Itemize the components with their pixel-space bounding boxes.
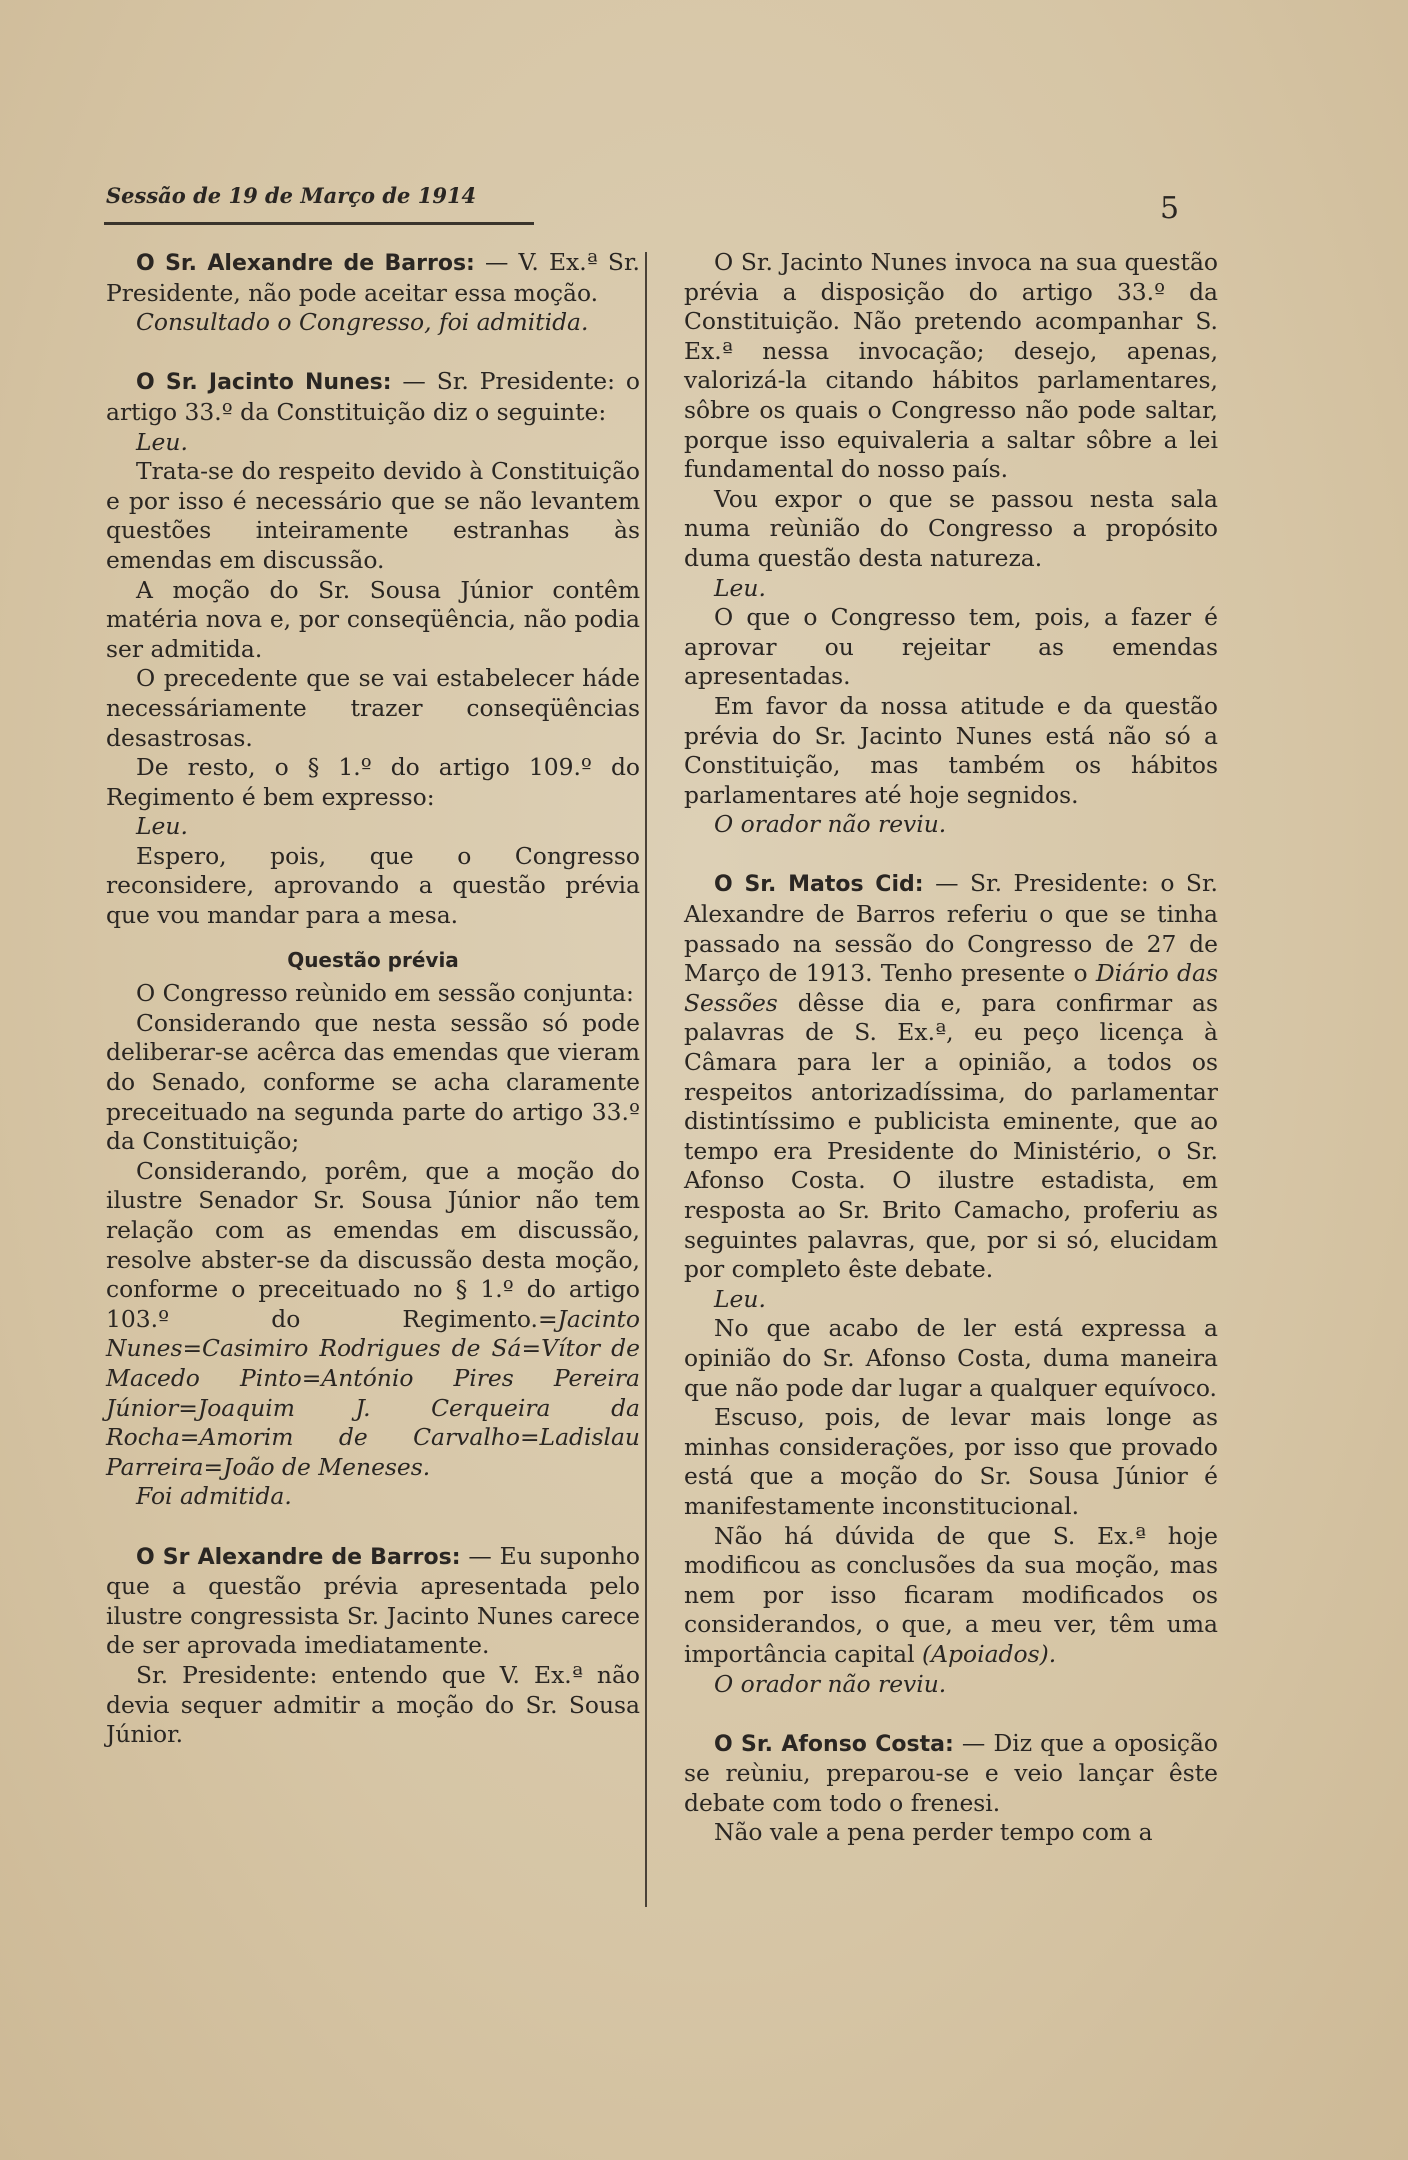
paragraph: Consultado o Congresso, foi admitida. — [136, 308, 589, 337]
paragraph: O Congresso reùnido em sessão conjunta: — [136, 979, 634, 1008]
paragraph: O que o Congresso tem, pois, a fazer é aprovar ou rejeitar as emendas apresentadas. — [684, 603, 1218, 691]
paragraph: Não há dúvida de que S. Ex.ª hoje modificou as conclusões da sua moção, mas nem por isso ficaram modificados os considerandos, o que, a meu ver, têm uma importância capital (Apoiados). — [684, 1521, 1218, 1668]
speaker-name: O Sr. Jacinto Nunes: — [136, 370, 392, 396]
header-rule — [104, 222, 534, 225]
speaker-name: O Sr Alexandre de Barros: — [136, 1544, 461, 1570]
paragraph: O Sr. Jacinto Nunes invoca na sua questão prévia a disposição do artigo 33.º da Constituição. Não pretendo acompanhar S. Ex.ª nessa invocação; desejo, apenas, valorizá-la citando hábitos parlamentares, sôbre os quais o Congresso não pode saltar, porque isso equivaleria a saltar sôbre a lei fundamental do nosso país. — [684, 248, 1218, 484]
paragraph: Não vale a pena perder tempo com a — [714, 1818, 1153, 1847]
running-header: Sessão de 19 de Março de 1914 — [106, 183, 477, 208]
paragraph: No que acabo de ler está expressa a opinião do Sr. Afonso Costa, duma maneira que não pode dar lugar a qualquer equívoco. — [684, 1314, 1218, 1402]
paragraph: Escuso, pois, de levar mais longe as minhas considerações, por isso que provado está que a moção do Sr. Sousa Júnior é manifestamente inconstitucional. — [684, 1403, 1218, 1520]
paragraph: Foi admitida. — [136, 1482, 292, 1511]
page-number: 5 — [1160, 191, 1180, 226]
paragraph: O orador não reviu. — [714, 810, 947, 839]
column-divider — [645, 252, 647, 1907]
signatories: =Jacinto Nunes=Casimiro Rodrigues de Sá=Vítor de Macedo Pinto=António Pires Pereira Júnior=Joaquim J. Cerqueira da Rocha=Amorim de Carvalho=Ladislau Parreira=João de Meneses. — [106, 1304, 640, 1481]
speaker-name: O Sr. Afonso Costa: — [714, 1731, 954, 1757]
paragraph: O orador não reviu. — [714, 1669, 947, 1698]
paragraph: O Sr. Alexandre de Barros: — V. Ex.ª Sr. Presidente, não pode aceitar essa moção. — [106, 248, 640, 307]
paragraph: Trata-se do respeito devido à Constituição e por isso é necessário que se não levantem questões inteiramente estranhas às emendas em discussão. — [106, 457, 640, 574]
paragraph: Considerando que nesta sessão só pode deliberar-se acêrca das emendas que vieram do Senado, conforme se acha claramente preceituado na segunda parte do artigo 33.º da Constituição; — [106, 1008, 640, 1156]
right-column — [684, 248, 1218, 1848]
speaker-name: O Sr. Matos Cid: — [714, 872, 924, 898]
paragraph: Leu. — [136, 812, 188, 841]
paragraph: O Sr. Jacinto Nunes: — Sr. Presidente: o artigo 33.º da Constituição diz o seguinte: — [106, 367, 640, 426]
paragraph: A moção do Sr. Sousa Júnior contêm matéria nova e, por conseqüência, não podia ser admitida. — [106, 575, 640, 663]
paragraph: Considerando, porêm, que a moção do ilustre Senador Sr. Sousa Júnior não tem relação com as emendas em discussão, resolve abster-se da discussão desta moção, conforme o preceituado no § 1.º do artigo 103.º do Regimento.=Jacinto Nunes=Casimiro Rodrigues de Sá=Vítor de Macedo Pinto=António Pires Pereira Júnior=Joaquim J. Cerqueira da Rocha=Amorim de Carvalho=Ladislau Parreira=João de Meneses. — [106, 1156, 640, 1481]
paragraph: O Sr Alexandre de Barros: — Eu suponho que a questão prévia apresentada pelo ilustre congressista Sr. Jacinto Nunes carece de ser aprovada imediatamente. — [106, 1541, 640, 1660]
left-column — [106, 248, 640, 1750]
paragraph: Leu. — [714, 1284, 766, 1313]
section-heading: Questão prévia — [287, 947, 459, 972]
paragraph: De resto, o § 1.º do artigo 109.º do Regimento é bem expresso: — [106, 753, 640, 811]
paragraph: Em favor da nossa atitude e da questão prévia do Sr. Jacinto Nunes está não só a Constituição, mas também os hábitos parlamentares até hoje segnidos. — [684, 691, 1218, 809]
speaker-name: O Sr. Alexandre de Barros: — [136, 251, 475, 276]
paragraph: Vou expor o que se passou nesta sala numa reùnião do Congresso a propósito duma questão desta natureza. — [684, 484, 1218, 572]
paragraph: O precedente que se vai estabelecer háde necessáriamente trazer conseqüências desastrosas. — [106, 664, 640, 752]
paragraph: Sr. Presidente: entendo que V. Ex.ª não devia sequer admitir a moção do Sr. Sousa Júnior. — [106, 1660, 640, 1749]
paragraph: Espero, pois, que o Congresso reconsidere, aprovando a questão prévia que vou mandar para a mesa. — [106, 841, 640, 930]
paragraph: O Sr. Afonso Costa: — Diz que a oposição se reùniu, preparou-se e veio lançar êste debate com todo o frenesi. — [684, 1728, 1218, 1817]
paragraph: O Sr. Matos Cid: — Sr. Presidente: o Sr. Alexandre de Barros referiu o que se tinha passado na sessão do Congresso de 27 de Março de 1913. Tenho presente o Diário das Sessões dêsse dia e, para confirmar as palavras de S. Ex.ª, eu peço licença à Câmara para ler a opinião, a todos os respeitos antorizadíssima, do parlamentar distintíssimo e publicista eminente, que ao tempo era Presidente do Ministério, o Sr. Afonso Costa. O ilustre estadista, em resposta ao Sr. Brito Camacho, proferiu as seguintes palavras, que, por si só, elucidam por completo êste debate. — [684, 869, 1218, 1284]
paragraph: Leu. — [136, 427, 188, 456]
paragraph: Leu. — [714, 573, 766, 602]
